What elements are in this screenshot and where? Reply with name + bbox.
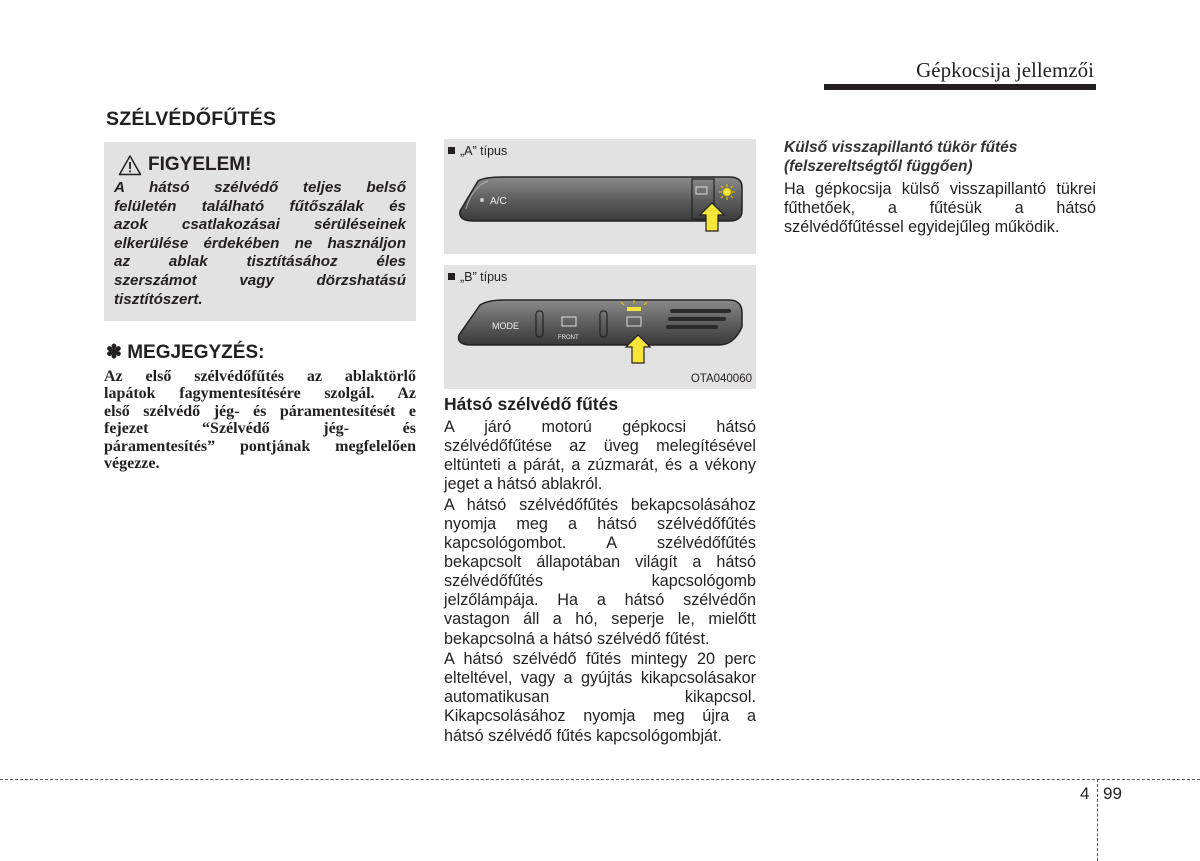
warning-text <box>114 179 406 309</box>
warning-triangle-icon <box>118 154 142 176</box>
warning-title: FIGYELEM! <box>148 154 252 175</box>
text-line: automatikusan kikapcsol. <box>444 688 756 707</box>
mirror-heating-title <box>784 139 1096 176</box>
text-line: jeget a hátsó ablakról. <box>444 475 603 494</box>
front-button-label: FRONT <box>558 335 579 341</box>
warning-line: azok csatlakozásai sérüléseinek <box>114 216 406 234</box>
note-line: végezze. <box>104 455 160 473</box>
text-line: Kikapcsolásához nyomja meg újra a <box>444 707 756 726</box>
text-line: szélvédőfűtés kapcsológomb <box>444 572 756 591</box>
text-line: szélvédőfűtése az üveg melegítésével <box>444 437 756 456</box>
note-line: páramentesítés” pontjának megfelelően <box>104 437 416 455</box>
rear-heating-text <box>444 418 756 747</box>
text-line: Ha gépkocsija külső visszapillantó tükrei <box>784 180 1096 198</box>
note-line: első szélvédő jég- és páramentesítését e <box>104 402 416 420</box>
text-line: kapcsológombot. A szélvédőfűtés <box>444 534 756 553</box>
figure-type-b <box>444 265 756 389</box>
section-title: SZÉLVÉDŐFŰTÉS <box>106 108 277 130</box>
text-line: A hátsó szélvédőfűtés bekapcsolásához <box>444 495 756 514</box>
text-line: nyomja meg a hátsó szélvédőfűtés <box>444 514 756 533</box>
indicator-glow-icon <box>719 184 735 200</box>
figure-label-a-text: „A” típus <box>460 144 508 158</box>
text-line: eltünteti a párát, a zúzmarát, és a vékony <box>444 456 756 475</box>
bullet-square-icon <box>448 147 455 154</box>
rear-heating-title: Hátsó szélvédő fűtés <box>444 394 619 414</box>
mirror-heating-title-line: (felszereltségtől függően) <box>784 157 973 175</box>
warning-line: szerszámot vagy dörzshatású <box>114 271 406 289</box>
note-line: Az első szélvédőfűtés az ablaktörlő <box>104 368 416 385</box>
text-line: A hátsó szélvédő fűtés mintegy 20 perc <box>444 650 756 669</box>
text-line: szélvédőfűtéssel egyidejűleg működik. <box>784 218 1060 237</box>
note-line: fejezet “Szélvédő jég- és <box>104 420 416 438</box>
warning-line: felületén található fűtőszálak és <box>114 197 406 215</box>
text-line: bekapcsolt állapotában világít a hátsó <box>444 553 756 572</box>
bullet-square-icon <box>448 273 455 280</box>
footer-vertical-divider <box>1097 779 1098 861</box>
figure-label-a <box>448 144 507 158</box>
text-line: A járó motorú gépkocsi hátsó <box>444 418 756 436</box>
paragraph <box>444 418 756 494</box>
warning-line: az ablak tisztításához éles <box>114 253 406 271</box>
warning-line: tisztítószert. <box>114 290 203 308</box>
text-line: hátsó szélvédő fűtés kapcsológombját. <box>444 726 723 745</box>
mode-button-label: MODE <box>492 321 519 331</box>
warning-line: elkerülése érdekében ne használjon <box>114 234 406 252</box>
figure-label-b-text: „B” típus <box>460 270 508 284</box>
page-number: 99 <box>1103 784 1122 803</box>
figure-code: OTA040060 <box>690 373 752 385</box>
warning-line: A hátsó szélvédő teljes belső <box>114 179 406 196</box>
note-text <box>104 368 416 472</box>
footer-divider <box>0 779 1200 780</box>
note-title: ✽ MEGJEGYZÉS: <box>106 342 265 363</box>
figure-label-b <box>448 270 507 284</box>
ac-button-label: A/C <box>490 196 507 207</box>
chapter-number: 4 <box>1080 784 1090 803</box>
header-rule <box>824 84 1096 90</box>
mirror-heating-text <box>784 180 1096 237</box>
header-title: Gépkocsija jellemzői <box>916 58 1094 82</box>
figure-type-a <box>444 139 756 254</box>
text-line: vastagon áll a hó, seperje le, mielőtt <box>444 610 756 629</box>
text-line: elteltével, vagy a gyújtás kikapcsolásakor <box>444 669 756 688</box>
text-line: fűthetőek, a fűtésük a hátsó <box>784 199 1096 218</box>
mirror-heating-title-line: Külső visszapillantó tükör fűtés <box>784 139 1018 156</box>
warning-header <box>118 152 406 178</box>
note-line: lapátok fagymentesítésére szolgál. Az <box>104 385 416 403</box>
paragraph <box>444 496 756 649</box>
text-line: bekapcsolná a hátsó szélvédő fűtést. <box>444 629 710 648</box>
text-line: jelzőlámpája. Ha a hátsó szélvédőn <box>444 591 756 610</box>
warning-box <box>104 142 416 321</box>
paragraph <box>444 650 756 745</box>
